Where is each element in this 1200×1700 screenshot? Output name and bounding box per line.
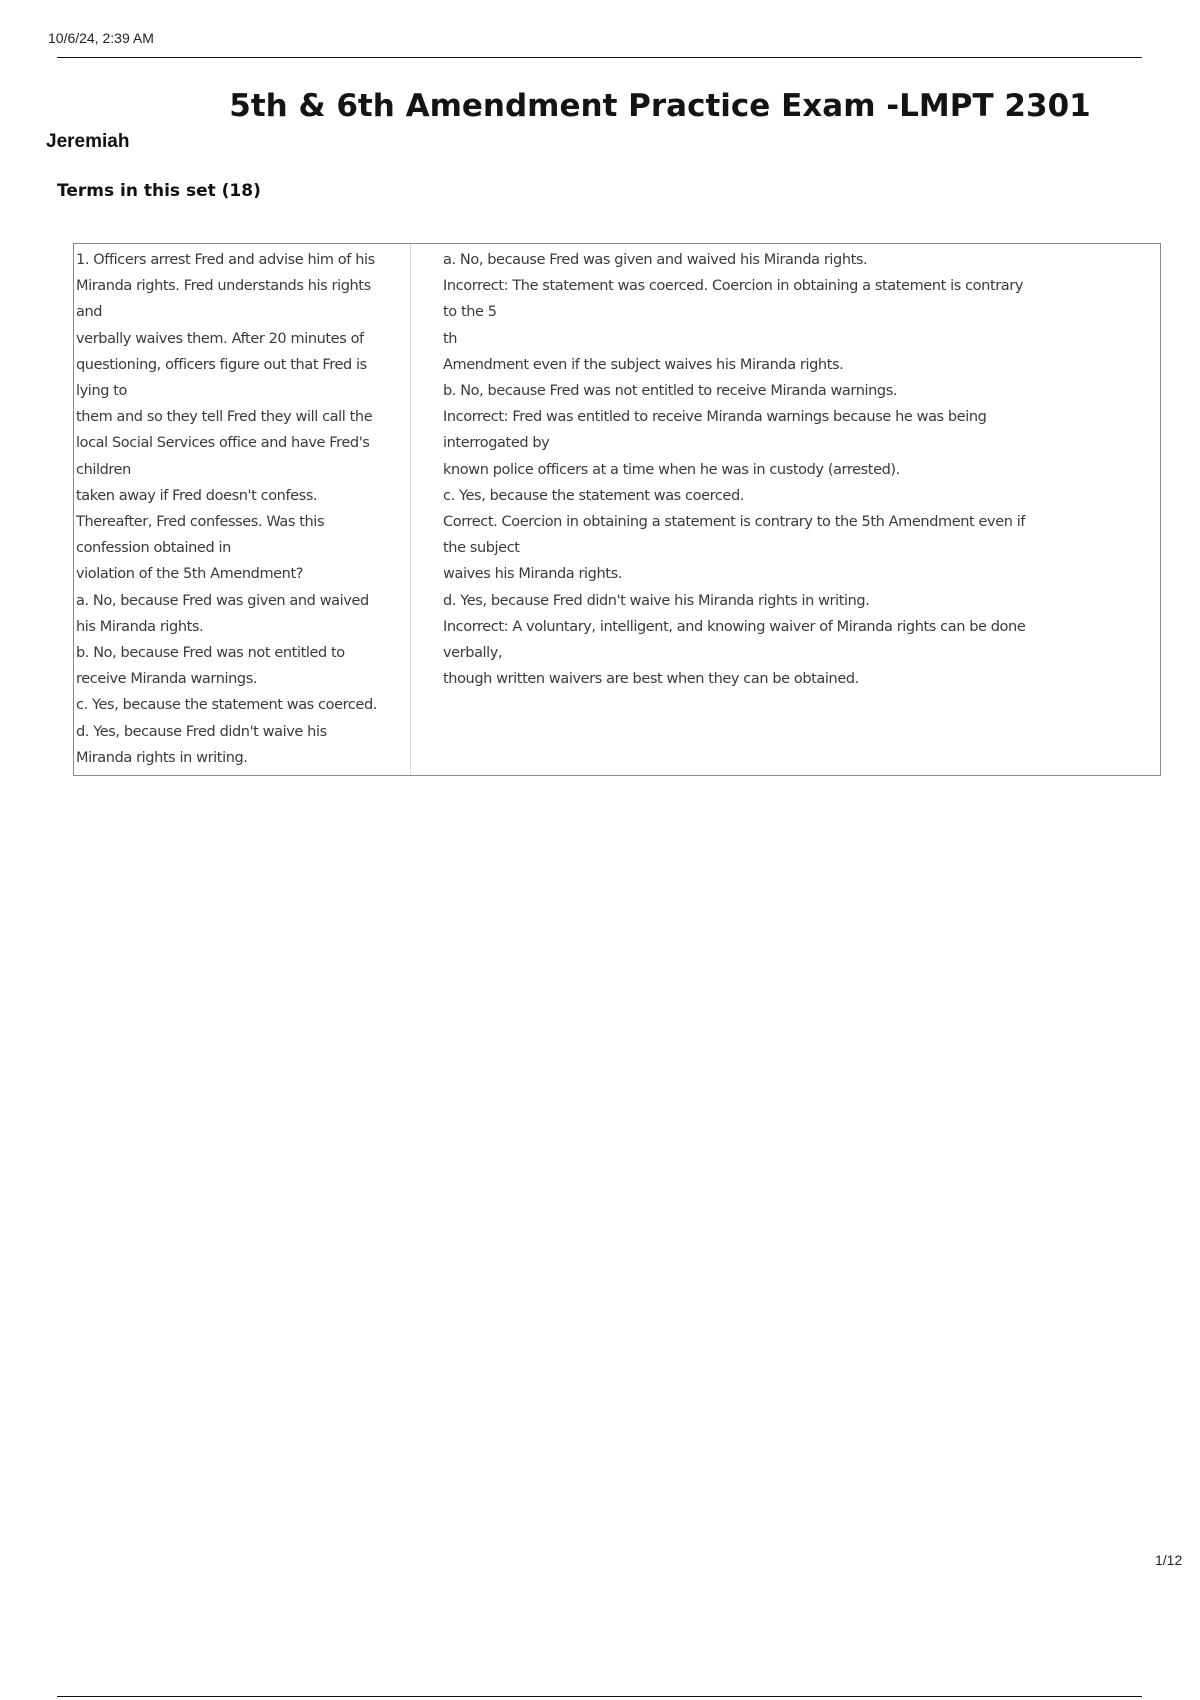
definition-column [411,244,1160,775]
definition-line: Correct. Coercion in obtaining a statement is contrary to the 5th Amendment even if [443,514,1026,531]
definition-line: Incorrect: A voluntary, intelligent, and knowing waiver of Miranda rights can be done [443,618,1026,635]
definition-line: though written waivers are best when they can be obtained. [443,671,859,688]
definition-line: waives his Miranda rights. [443,566,622,583]
term-line: them and so they tell Fred they will call the [76,409,373,426]
author-name: Jeremiah [46,131,130,152]
terms-count-heading: Terms in this set (18) [57,181,261,201]
print-timestamp: 10/6/24, 2:39 AM [48,30,154,46]
term-line: Thereafter, Fred confesses. Was this [76,514,325,531]
term-line: local Social Services office and have Fred's [76,435,370,452]
definition-line: Incorrect: The statement was coerced. Coercion in obtaining a statement is contrary [443,278,1024,295]
term-line: 1. Officers arrest Fred and advise him of his [76,252,375,268]
term-line: verbally waives them. After 20 minutes of [76,330,364,347]
definition-line: d. Yes, because Fred didn't waive his Miranda rights in writing. [443,592,870,609]
definition-line: verbally, [443,645,503,662]
term-line: and [76,304,103,321]
term-line: d. Yes, because Fred didn't waive his [76,723,327,740]
term-line: violation of the 5th Amendment? [76,566,304,583]
page-title: 5th & 6th Amendment Practice Exam -LMPT 2301 [229,88,1091,124]
term-line: questioning, officers figure out that Fred is [76,356,367,373]
definition-line: c. Yes, because the statement was coerced. [443,487,744,504]
definition-line: th [443,330,458,347]
term-line: b. No, because Fred was not entitled to [76,645,345,662]
term-line: lying to [76,383,127,400]
term-line: his Miranda rights. [76,618,204,635]
definition-line: known police officers at a time when he was in custody (arrested). [443,461,900,478]
footer-divider [57,1696,1142,1697]
term-line: taken away if Fred doesn't confess. [76,487,318,504]
term-line: receive Miranda warnings. [76,671,258,688]
definition-line: a. No, because Fred was given and waived his Miranda rights. [443,252,868,268]
definition-line: Incorrect: Fred was entitled to receive Miranda warnings because he was being [443,409,987,426]
header-divider [57,57,1142,58]
definition-line: to the 5 [443,304,497,321]
term-line: children [76,461,131,478]
definition-line: b. No, because Fred was not entitled to receive Miranda warnings. [443,383,898,400]
term-line: Miranda rights in writing. [76,749,248,766]
term-line: Miranda rights. Fred understands his rights [76,278,371,295]
page-number: 1/12 [1155,1552,1183,1568]
term-line: confession obtained in [76,540,231,557]
definition-line: Amendment even if the subject waives his Miranda rights. [443,356,844,373]
term-line: a. No, because Fred was given and waived [76,592,369,609]
definition-line: the subject [443,540,520,557]
definition-line: interrogated by [443,435,550,452]
term-column [74,244,411,775]
term-line: c. Yes, because the statement was coerced. [76,697,377,714]
term-card [73,243,1161,776]
